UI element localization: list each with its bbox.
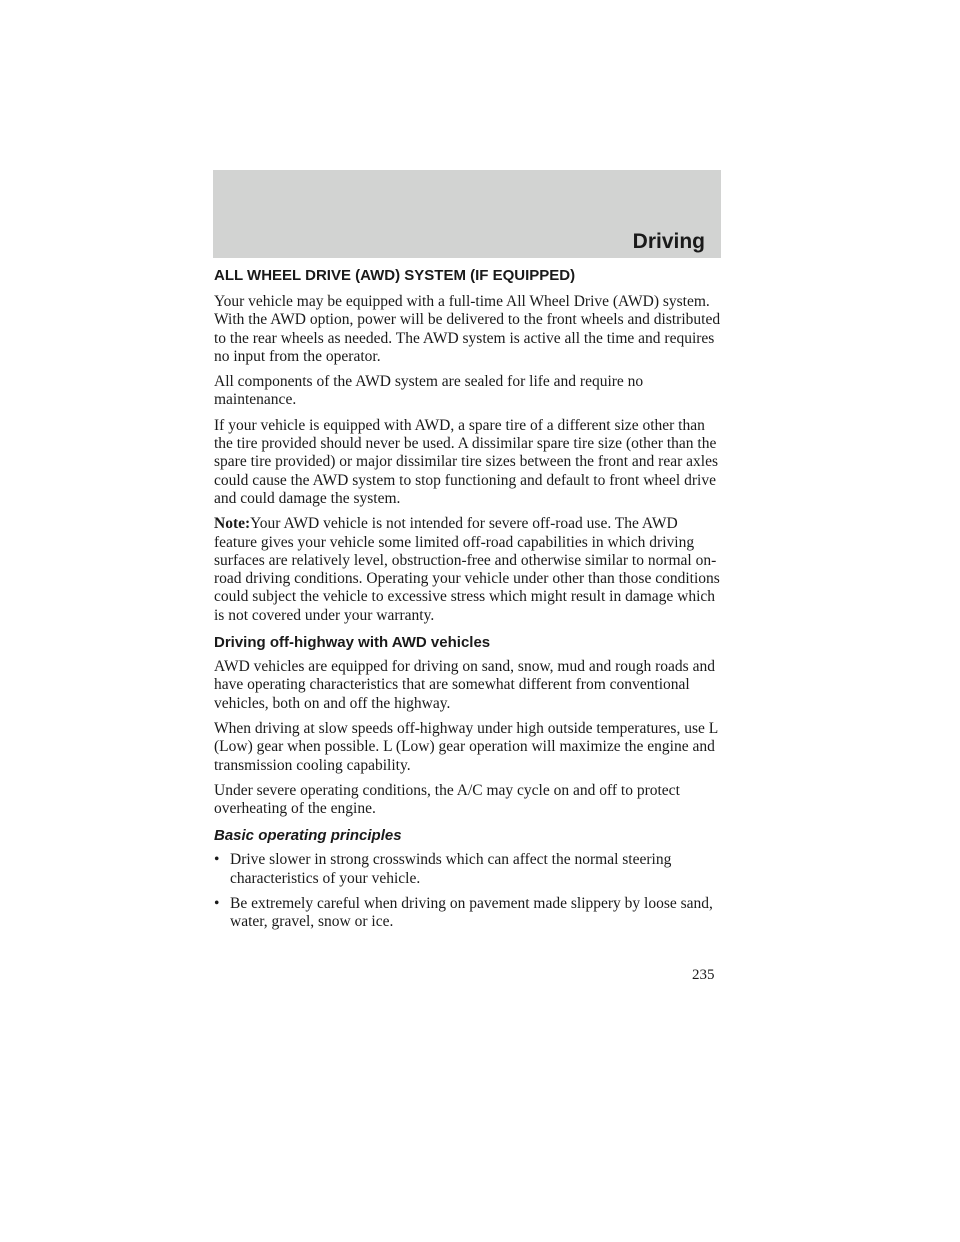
principles-list [214, 851, 724, 931]
paragraph-sealed-components: All components of the AWD system are sealed for life and require no maintenance. [214, 373, 644, 409]
heading-off-highway: Driving off-highway with AWD vehicles [214, 634, 491, 652]
paragraph-off-highway-intro: AWD vehicles are equipped for driving on sand, snow, mud and rough roads and have operating characteristics that are somewhat different from conventional vehicles, both on and off the highway. [214, 658, 715, 712]
list-item-text: Drive slower in strong crosswinds which can affect the normal steering characteristics of your vehicle. [230, 851, 672, 887]
list-item [214, 851, 724, 888]
page-number: 235 [692, 967, 715, 983]
paragraph-awd-intro: Your vehicle may be equipped with a full-time All Wheel Drive (AWD) system. With the AWD option, power will be delivered to the front wheels and distributed to the rear wheels as needed. The AWD system is active all the time and requires no input from the operator. [214, 293, 721, 365]
paragraph-spare-tire: If your vehicle is equipped with AWD, a spare tire of a different size other than the tire provided should never be used. A dissimilar spare tire size (other than the spare tire provided) or major dissimilar tire sizes between the front and rear axles could cause the AWD system to stop functioning and default to front wheel drive and could damage the system. [214, 416, 718, 507]
heading-awd-system: ALL WHEEL DRIVE (AWD) SYSTEM (IF EQUIPPED) [214, 267, 576, 284]
list-item-text: Be extremely careful when driving on pavement made slippery by loose sand, water, gravel, snow or ice. [230, 895, 713, 931]
note-paragraph [214, 515, 724, 625]
bullet-icon: • [214, 895, 220, 913]
paragraph-ac-cycle: Under severe operating conditions, the A/C may cycle on and off to protect overheating of the engine. [214, 781, 680, 818]
bullet-icon: • [214, 851, 220, 869]
heading-basic-principles: Basic operating principles [214, 827, 402, 845]
page-content [214, 265, 724, 939]
section-header-band [213, 170, 721, 258]
note-label: Note: [214, 515, 251, 533]
section-title: Driving [632, 230, 705, 253]
note-text: Your AWD vehicle is not intended for severe off-road use. The AWD feature gives your vehicle some limited off-road capabilities in which driving surfaces are relatively level, obstruction-free and otherwise similar to normal on-road driving conditions. Operating your vehicle under other than those conditions could subject the vehicle to excessive stress which might result in damage which is not covered under your warranty. [214, 515, 720, 624]
list-item [214, 895, 724, 932]
paragraph-low-gear: When driving at slow speeds off-highway under high outside temperatures, use L (Low) gear when possible. L (Low) gear operation will maximize the engine and transmission cooling capability. [214, 719, 718, 774]
